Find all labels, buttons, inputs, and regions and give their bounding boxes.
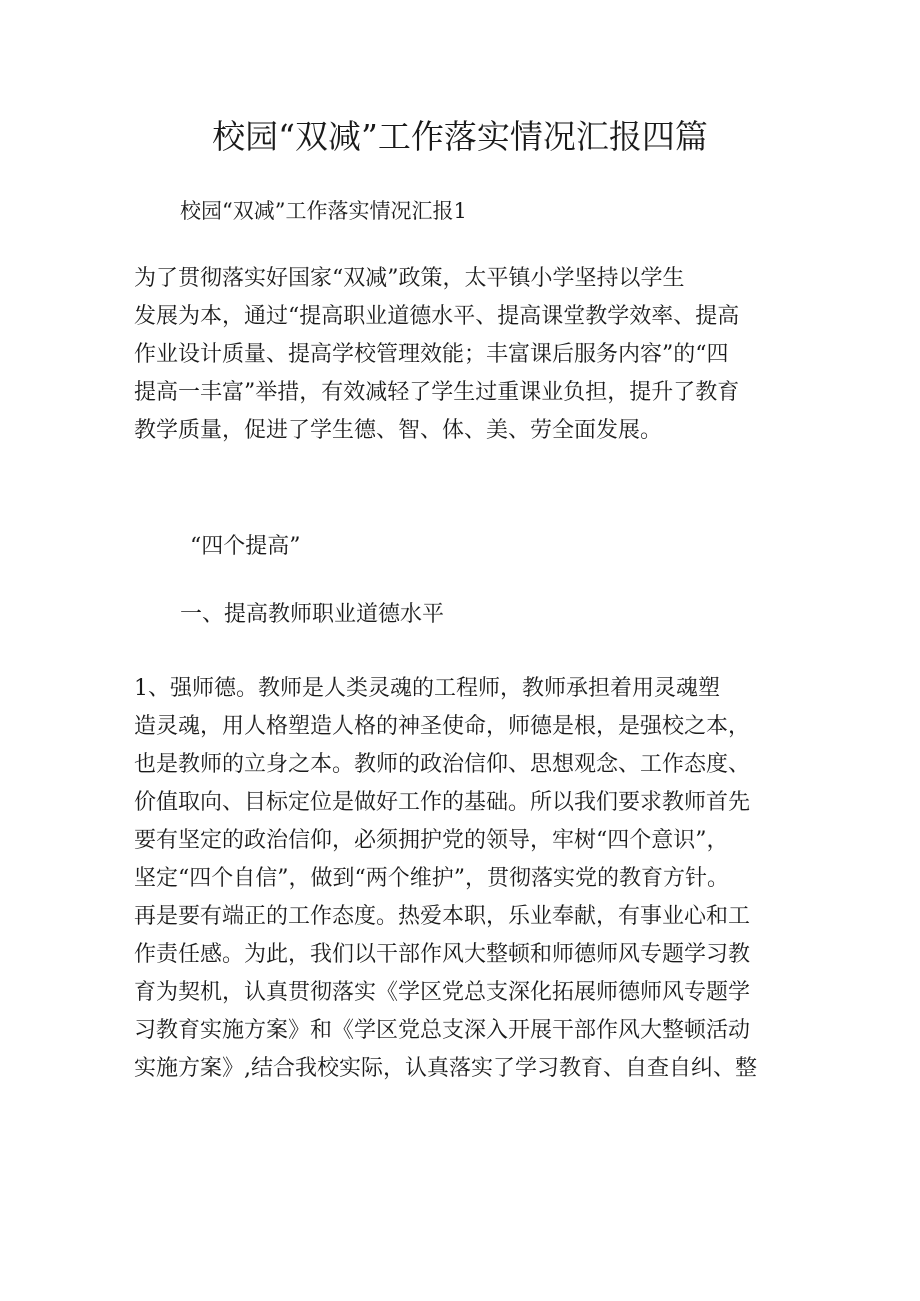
body-line: 再是要有端正的工作态度。热爱本职，乐业奉献，有事业心和工 bbox=[134, 904, 751, 929]
body-line: 坚定“四个自信”，做到“两个维护”，贯彻落实党的教育方针。 bbox=[134, 866, 729, 891]
intro-line: 为了贯彻落实好国家“双减”政策，太平镇小学坚持以学生 bbox=[134, 266, 685, 291]
body-line: 实施方案》,结合我校实际，认真落实了学习教育、自查自纠、整 bbox=[134, 1056, 757, 1081]
body-line: 作责任感。为此，我们以干部作风大整顿和师德师风专题学习教 bbox=[134, 942, 751, 967]
document-title: 校园“双减”工作落实情况汇报四篇 bbox=[212, 117, 708, 156]
body-line: 要有坚定的政治信仰，必须拥护党的领导，牢树“四个意识”， bbox=[134, 828, 729, 853]
intro-line: 提高一丰富”举措，有效减轻了学生过重课业负担，提升了教育 bbox=[134, 380, 740, 405]
intro-line: 作业设计质量、提高学校管理效能；丰富课后服务内容”的“四 bbox=[134, 342, 729, 367]
body-line: 习教育实施方案》和《学区党总支深入开展干部作风大整顿活动 bbox=[134, 1018, 751, 1043]
body-paragraph bbox=[134, 670, 814, 1088]
section-heading-one: 一、提高教师职业道德水平 bbox=[180, 602, 445, 627]
intro-line: 发展为本，通过“提高职业道德水平、提高课堂教学效率、提高 bbox=[134, 304, 740, 329]
intro-line: 教学质量，促进了学生德、智、体、美、劳全面发展。 bbox=[134, 418, 663, 443]
section-heading-four-improvements: “四个提高” bbox=[190, 534, 301, 559]
body-line: 1、强师德。教师是人类灵魂的工程师，教师承担着用灵魂塑 bbox=[134, 676, 720, 701]
report-subtitle: 校园“双减”工作落实情况汇报1 bbox=[180, 199, 467, 223]
body-line: 造灵魂，用人格塑造人格的神圣使命，师德是根，是强校之本， bbox=[134, 714, 751, 739]
body-line: 育为契机，认真贯彻落实《学区党总支深化拓展师德师风专题学 bbox=[134, 980, 751, 1005]
body-line: 也是教师的立身之本。教师的政治信仰、思想观念、工作态度、 bbox=[134, 752, 751, 777]
intro-paragraph bbox=[134, 260, 814, 450]
body-line: 价值取向、目标定位是做好工作的基础。所以我们要求教师首先 bbox=[134, 790, 751, 815]
